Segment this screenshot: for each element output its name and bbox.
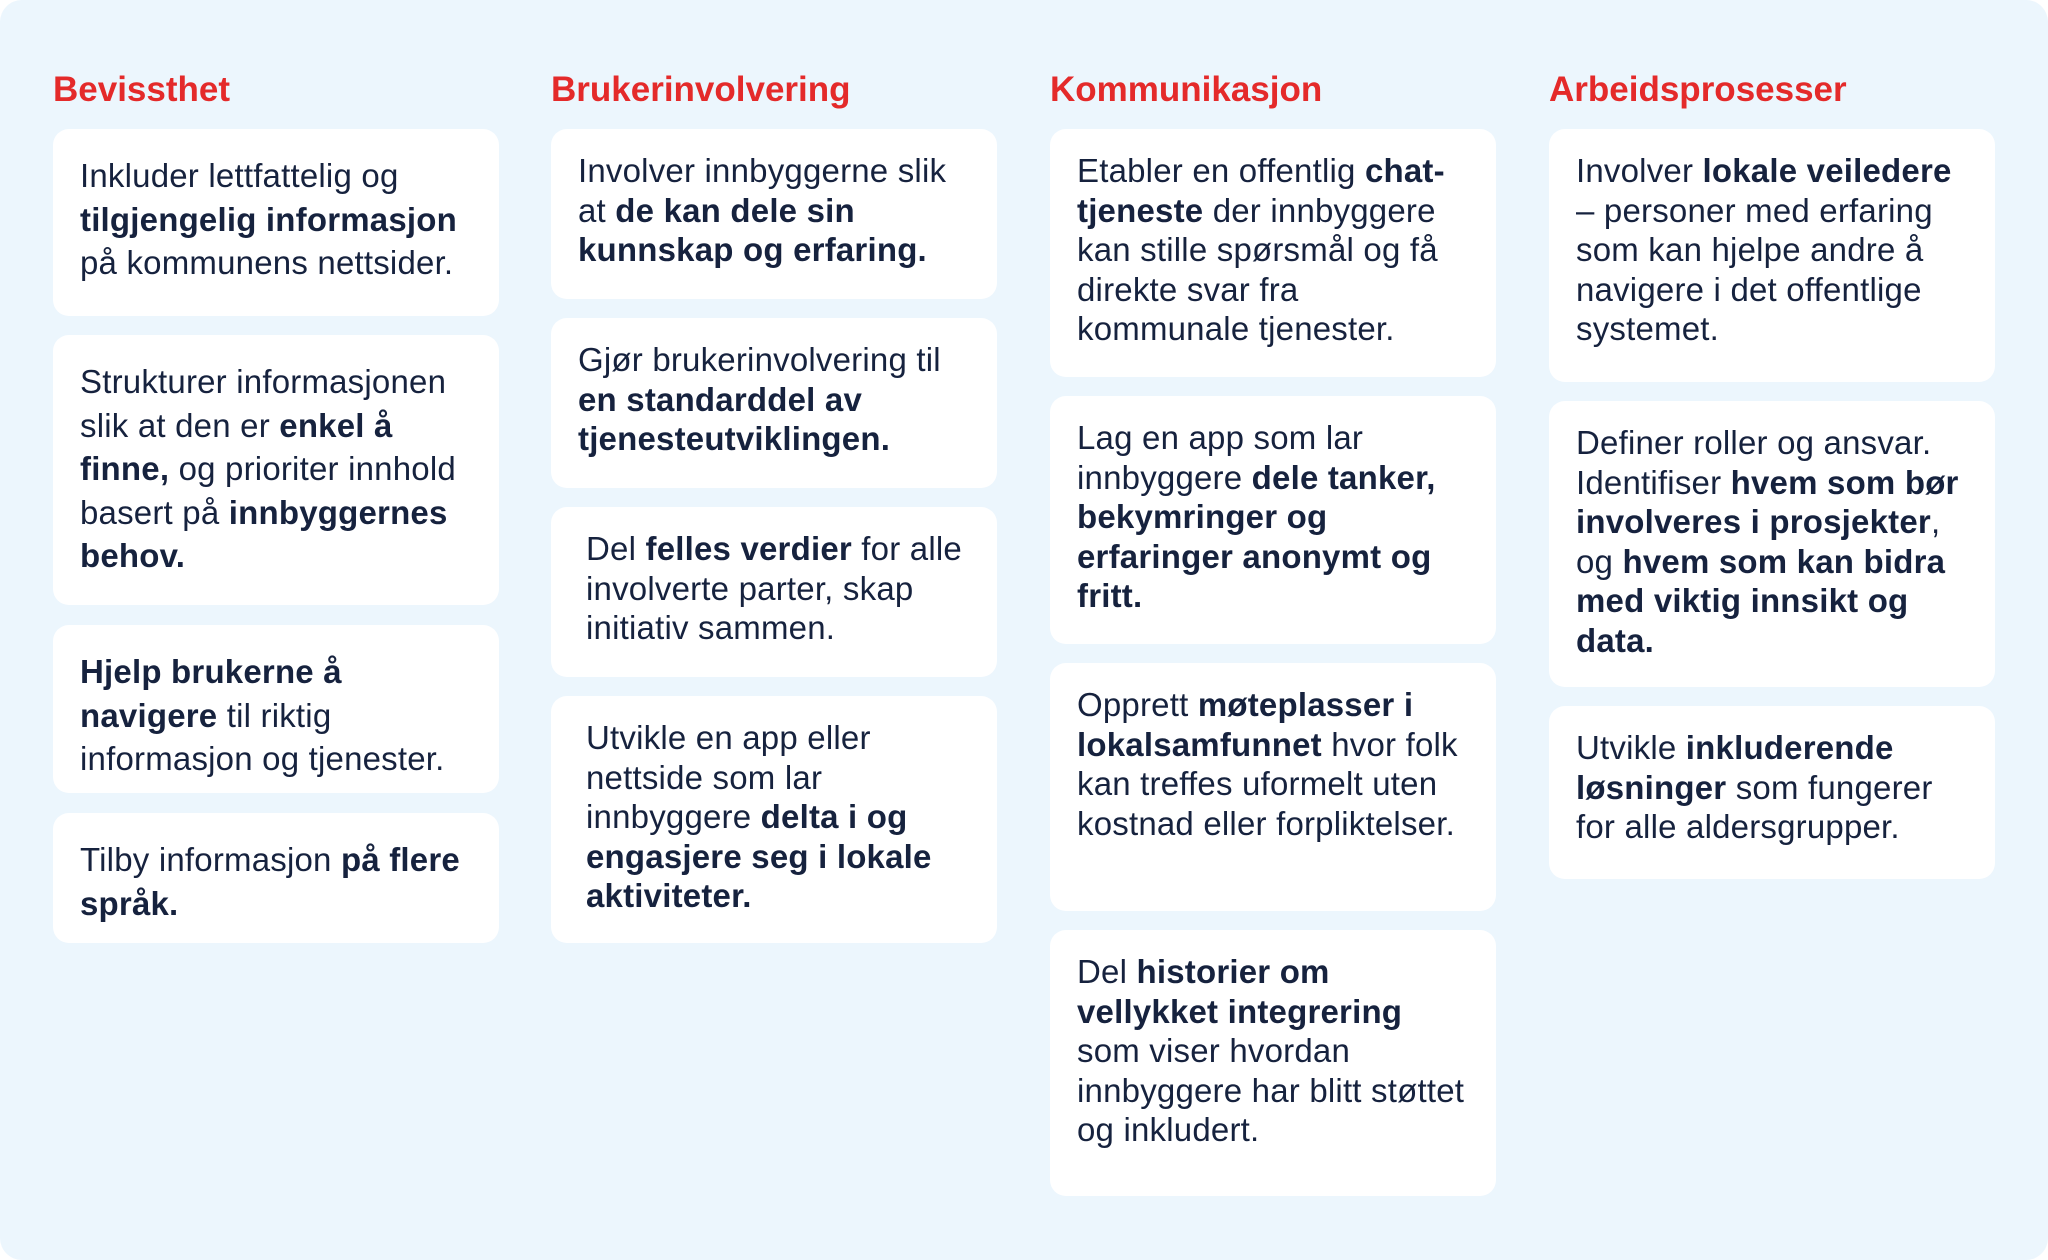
card-text-bold: dele tanker, bekymringer og erfaringer anonymt og fritt. [1077,458,1436,614]
card-text: Del [1077,953,1137,990]
card-text: Utvikle [1576,729,1686,766]
card-text-bold: historier om vellykket integrering [1077,953,1403,1030]
card-text-bold: tilgjengelig informasjon [80,200,457,238]
card-text: Definer roller og ansvar. Identifiser [1576,424,1932,501]
card [53,335,499,605]
card-text: Strukturer informasjonen slik at den er [80,363,447,444]
card-text: der innbyggere kan stille spørsmål og få direkte svar fra kommunale tjenester. [1077,191,1438,347]
card-text: hvor folk kan treffes uformelt uten kostnad eller forpliktelser. [1077,725,1458,842]
card [1549,706,1995,879]
card-text-bold: enkel å finne, [80,406,393,487]
card [53,813,499,943]
card [53,129,499,316]
card-text: og prioriter innhold basert på [80,450,456,531]
card-text: Gjør brukerinvolvering til [578,341,941,378]
card-text-bold: de kan dele sin kunnskap og erfaring. [578,191,927,268]
card-text-bold: møteplasser i lokalsamfunnet [1077,686,1414,763]
card [1050,930,1496,1196]
card [53,625,499,793]
card [1549,129,1995,382]
card-text: – personer med erfaring som kan hjelpe andre å navigere i det offentlige systemet. [1576,191,1933,347]
card-text-bold: inkluderende løsninger [1576,729,1894,806]
column-title: Kommunikasjon [1050,70,1323,109]
card-text-bold: innbyggernes behov. [80,493,448,574]
column-title: Arbeidsprosesser [1549,70,1847,109]
card [551,129,997,299]
card-text-bold: en standarddel av tjenesteutviklingen. [578,380,891,457]
card-text: , og [1576,503,1941,580]
card-text: Tilby informasjon [80,841,341,878]
card-text-bold: hvem som bør involveres i prosjekter [1576,463,1959,540]
card-text: på kommunens nettsider. [80,244,454,281]
card-text: Opprett [1077,686,1198,723]
card [551,696,997,943]
card [1050,663,1496,911]
card-text-bold: på flere språk. [80,841,460,922]
column-title: Bevissthet [53,70,231,109]
card-text: som fungerer for alle aldersgrupper. [1576,768,1933,845]
card-text-bold: Hjelp brukerne å navigere [80,653,342,734]
card [1050,129,1496,377]
card-text-bold: chat-tjeneste [1077,152,1445,229]
column-title: Brukerinvolvering [551,70,851,109]
card [1549,401,1995,687]
card [1050,396,1496,644]
card [551,507,997,677]
card-text: Involver [1576,152,1703,189]
card-text-bold: delta i og engasjere seg i lokale aktiviteter. [586,798,932,914]
card-text: Involver innbyggerne slik at [578,152,947,229]
card-text: Lag en app som lar innbyggere [1077,419,1364,496]
card-text: Inkluder lettfattelig og [80,157,399,194]
card-text: for alle involverte parter, skap initiativ sammen. [586,530,962,646]
card-text-bold: lokale veiledere [1702,152,1952,189]
card-text: Utvikle en app eller nettside som lar innbyggere [586,719,871,835]
card [551,318,997,488]
card-text: Etabler en offentlig [1077,152,1365,189]
card-text-bold: felles verdier [645,530,852,567]
card-text-bold: hvem som kan bidra med viktig innsikt og data. [1576,542,1946,659]
card-text: til riktig informasjon og tjenester. [80,696,445,777]
card-text: som viser hvordan innbyggere har blitt støttet og inkludert. [1077,1032,1465,1148]
card-text: Del [586,530,646,567]
